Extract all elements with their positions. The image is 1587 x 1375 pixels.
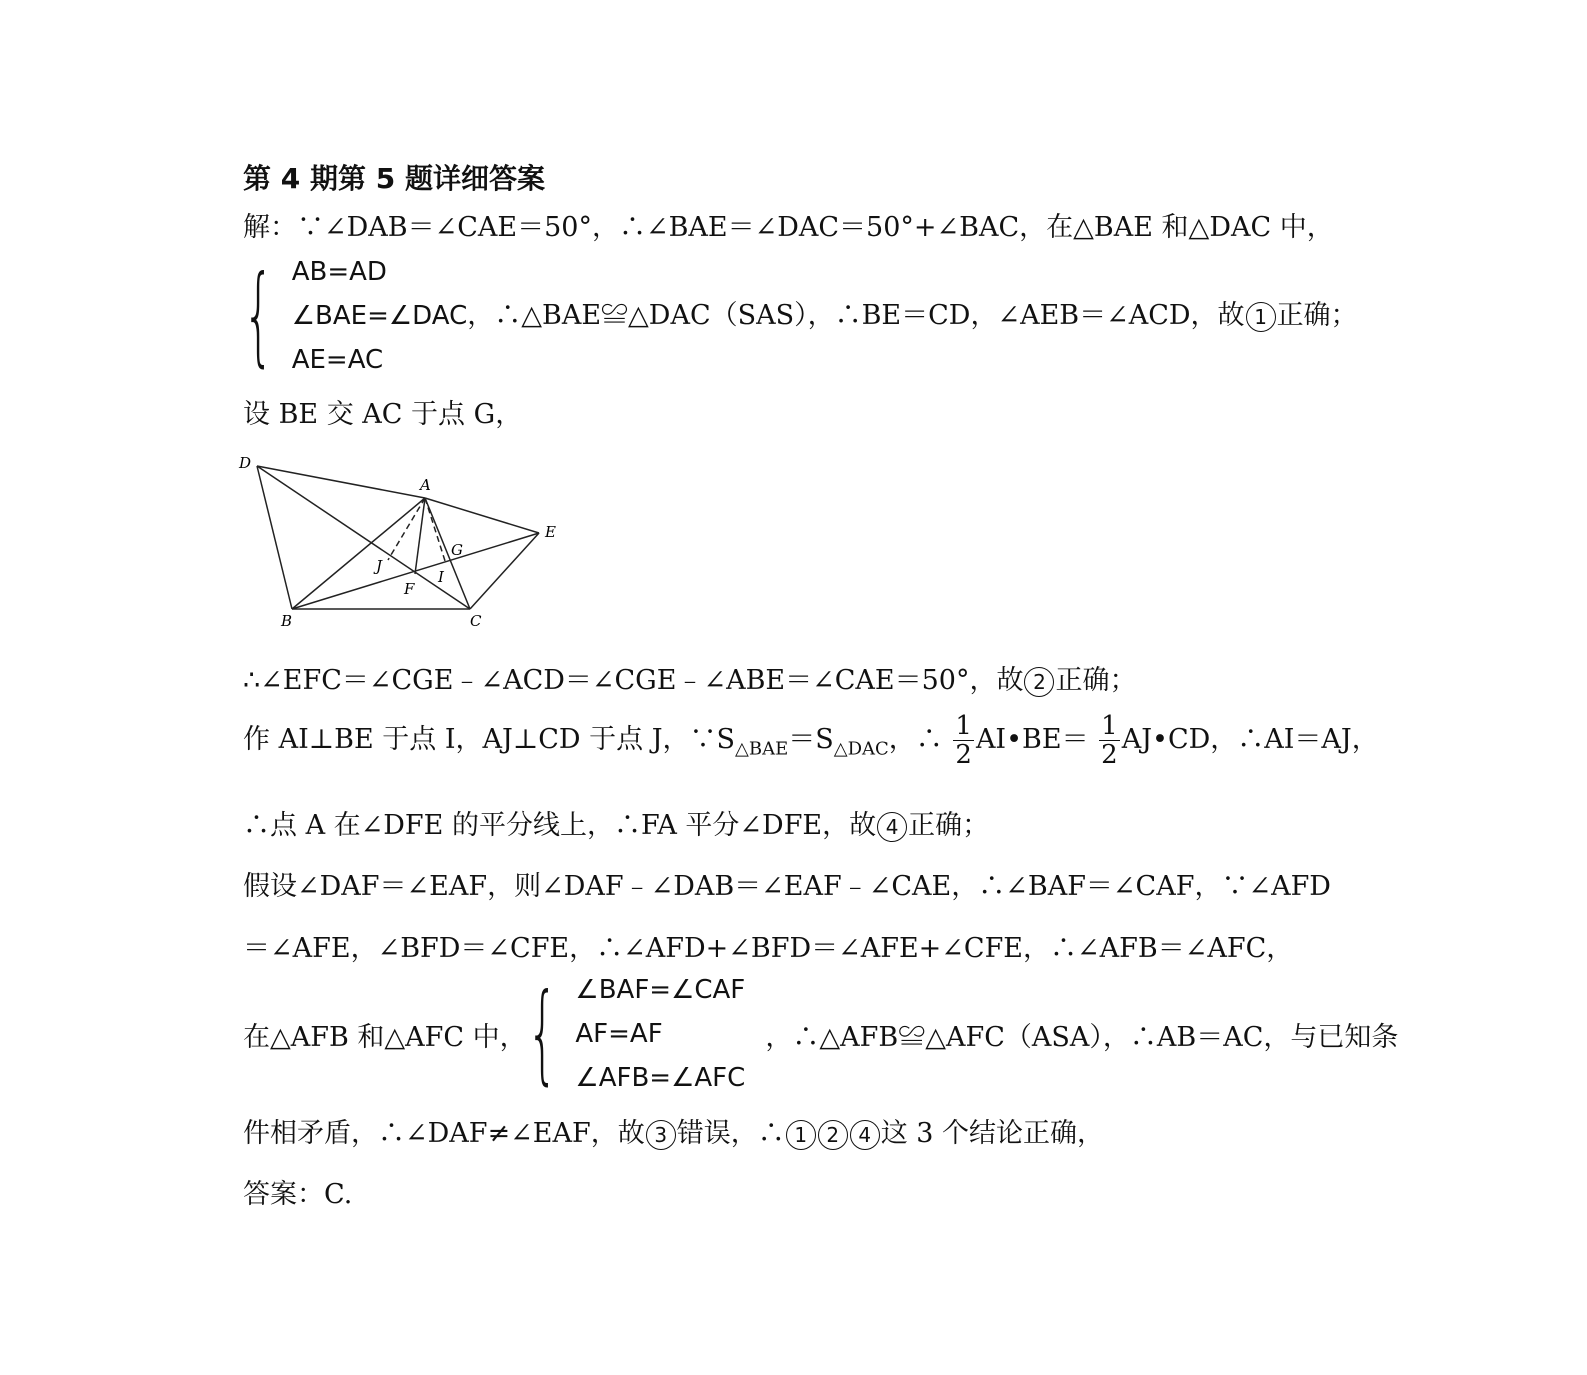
fraction-denominator: 2 xyxy=(1101,740,1118,770)
system-2-row-1: ∠BAF=∠CAF xyxy=(575,975,746,1005)
label-D: D xyxy=(239,454,252,472)
geometry-figure xyxy=(236,452,566,632)
circled-number: 4 xyxy=(877,812,907,842)
system-2-row-3: ∠AFB=∠AFC xyxy=(575,1063,746,1093)
label-B: B xyxy=(281,612,293,630)
label-F: F xyxy=(404,580,415,598)
fraction-half xyxy=(953,712,974,769)
system-1-conclusion: ，∴△BAE≌△DAC（SAS），∴BE＝CD，∠AEB＝∠ACD，故 xyxy=(467,300,1245,331)
congruence-system-1 xyxy=(243,250,1358,382)
circled-number: 2 xyxy=(818,1120,848,1150)
line-10-a: 件相矛盾，∴∠DAF≠∠EAF，故 xyxy=(243,1118,645,1149)
circled-number: 4 xyxy=(850,1120,880,1150)
line-4-text: ∴∠EFC＝∠CGE﹣∠ACD＝∠CGE﹣∠ABE＝∠CAE＝50°，故 xyxy=(243,665,1024,696)
label-C: C xyxy=(470,612,482,630)
system-row-2 xyxy=(292,294,1358,338)
solution-line-8: ＝∠AFE，∠BFD＝∠CFE，∴∠AFD+∠BFD＝∠AFE+∠CFE，∴∠AFB＝∠AFC， xyxy=(243,933,1294,964)
conclusion-tail: 正确； xyxy=(1276,300,1358,331)
segment-AJ xyxy=(388,498,425,560)
page-title: 第 4 期第 5 题详细答案 xyxy=(243,162,545,195)
line-5-b: ＝S xyxy=(788,724,834,755)
fraction-half-2 xyxy=(1099,712,1120,769)
solution-line-5 xyxy=(243,712,1379,769)
circled-number: 1 xyxy=(786,1120,816,1150)
subscript-bae: △BAE xyxy=(735,738,789,760)
solution-line-7: 假设∠DAF＝∠EAF，则∠DAF﹣∠DAB＝∠EAF﹣∠CAE，∴∠BAF＝∠CAF，∵∠AFD xyxy=(243,871,1331,902)
line-10-tail: 这 3 个结论正确， xyxy=(880,1118,1105,1149)
segment-DA xyxy=(257,466,425,498)
system-2-row-2: AF=AF xyxy=(575,1019,663,1049)
segment-AF xyxy=(415,498,425,574)
system-row-3: AE=AC xyxy=(291,345,384,375)
answer-line: 答案：C. xyxy=(243,1179,353,1210)
label-E: E xyxy=(545,523,556,541)
left-brace: { xyxy=(526,971,558,1096)
circled-number: 1 xyxy=(1246,302,1276,332)
circled-number: 2 xyxy=(1024,667,1054,697)
fraction-denominator: 2 xyxy=(955,740,972,770)
label-J: J xyxy=(376,557,383,575)
line-6-tail: 正确； xyxy=(908,810,990,841)
system-rows xyxy=(292,250,1358,382)
congruence-system-2 xyxy=(243,968,1398,1100)
system-2-rows xyxy=(575,968,765,1100)
system-row-2-eq: ∠BAE=∠DAC xyxy=(291,301,468,331)
system-2-before: 在△AFB 和△AFC 中， xyxy=(243,1021,527,1053)
label-G: G xyxy=(451,541,463,559)
line-5-a: 作 AI⊥BE 于点 I，AJ⊥CD 于点 J，∵S xyxy=(243,724,736,755)
solution-line-1: 解：∵∠DAB＝∠CAE＝50°，∴∠BAE＝∠DAC＝50°+∠BAC，在△BAE 和△DAC 中， xyxy=(243,212,1334,243)
solution-line-10 xyxy=(243,1111,1104,1150)
line-5-c: ，∴ xyxy=(888,724,943,755)
subscript-dac: △DAC xyxy=(833,738,889,760)
solution-line-6 xyxy=(243,803,989,842)
label-A: A xyxy=(420,476,431,494)
line-6-text: ∴点 A 在∠DFE 的平分线上，∴FA 平分∠DFE，故 xyxy=(243,810,877,841)
segment-AE xyxy=(425,498,539,533)
label-I: I xyxy=(438,568,444,586)
line-4-tail: 正确； xyxy=(1055,665,1137,696)
fraction-numerator: 1 xyxy=(1101,711,1118,741)
left-brace: { xyxy=(243,253,274,378)
fraction-numerator: 1 xyxy=(955,711,972,741)
solution-line-3: 设 BE 交 AC 于点 G， xyxy=(243,399,523,430)
segment-AI xyxy=(425,498,446,564)
system-row-1: AB=AD xyxy=(291,257,387,287)
system-2-after: ，∴△AFB≌△AFC（ASA），∴AB＝AC，与已知条 xyxy=(765,1021,1399,1053)
line-10-b: 错误，∴ xyxy=(676,1118,785,1149)
segment-DB xyxy=(257,466,292,609)
line-5-e: AJ•CD，∴AI＝AJ， xyxy=(1121,724,1379,755)
solution-line-4 xyxy=(243,658,1136,697)
circled-number: 3 xyxy=(646,1120,676,1150)
segment-AC xyxy=(425,498,470,609)
line-5-d: AI•BE＝ xyxy=(975,724,1089,755)
